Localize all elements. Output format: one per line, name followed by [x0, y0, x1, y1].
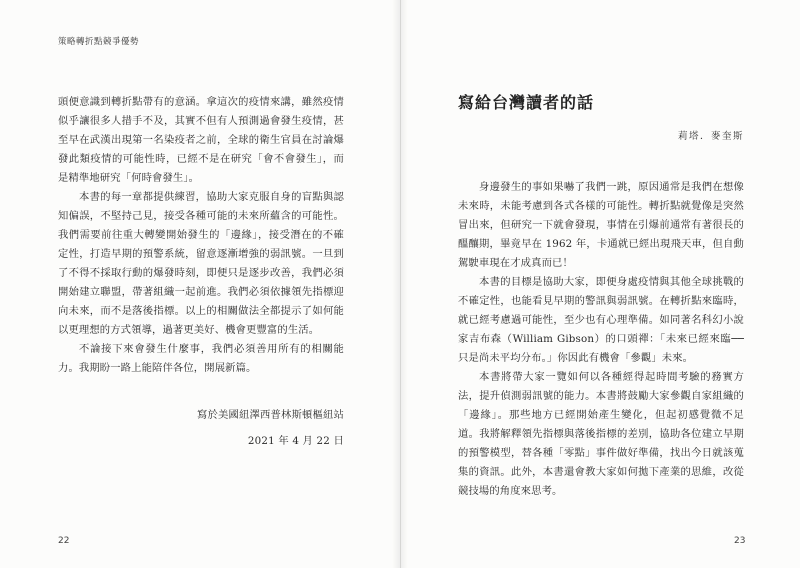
left-paragraph-1: 頭便意識到轉折點帶有的意涵。拿這次的疫情來講，雖然疫情似乎讓很多人措手不及，其實不但有人預測過會發生疫情，甚至早在武漢出現第一名染疫者之前，全球的衛生官員在討論爆發此類疫情的可能性時，已經不是在研究「會不會發生」，而是精準地研究「何時會發生」。 — [58, 96, 344, 184]
left-body-text — [58, 93, 344, 378]
right-paragraph-1: 身邊發生的事如果嚇了我們一跳，原因通常是我們在想像未來時，未能考慮到各式各樣的可能性。轉折點就覺像是突然冒出來，但研究一下就會發現，事情在引爆前通常有著很長的醞釀期，畢竟早在 1962 年，卡通就已經出現飛天車，但自動駕駛車現在才成真而已！ — [458, 181, 744, 269]
running-head: 策略轉折點競爭優勢 — [58, 37, 140, 47]
author-name: 莉塔．麥奎斯 — [677, 131, 744, 142]
signature-date: 2021 年 4 月 22 日 — [247, 435, 344, 447]
right-paragraph-2: 本書的目標是協助大家，即便身處疫情與其他全球挑戰的不確定性，也能看見早期的警訊與弱訊號。在轉折點來臨時，就已經考慮過可能性，至少也有心理準備。如同著名科幻小說家吉布森（William Gibson）的口頭禪：「未來已經來臨──只是尚未平均分布。」你因此有機會「參觀」未來。 — [458, 276, 744, 364]
right-paragraph-3: 本書將帶大家一覽如何以各種經得起時間考驗的務實方法，提升偵測弱訊號的能力。本書將鼓勵大家參觀自家組織的「邊緣」。那些地方已經開始產生變化，但起初感覺微不足道。我將解釋領先指標與落後指標的差別，協助各位建立早期的預警模型，替各種「零點」事件做好準備，找出今日就該蒐集的資訊。此外，本書還會教大家如何拋下產業的思維，改從競技場的角度來思考。 — [458, 371, 744, 497]
left-paragraph-3: 不論接下來會發生什麼事，我們必須善用所有的相關能力。我期盼一路上能陪伴各位，開展新篇。 — [58, 343, 344, 374]
chapter-title: 寫給台灣讀者的話 — [458, 93, 595, 112]
signature-place: 寫於美國紐澤西普林斯頓樞紐站 — [197, 409, 344, 421]
book-gutter — [392, 0, 408, 568]
left-paragraph-2: 本書的每一章都提供練習，協助大家克服自身的盲點與認知偏誤，不堅持己見，接受各種可能的未來所蘊含的可能性。我們需要前往重大轉變開始發生的「邊緣」，接受潛在的不確定性，打造早期的預警系統，留意逐漸增強的弱訊號。一旦到了不得不採取行動的爆發時刻，即便只是逐步改善，我們必須開始建立聯盟，帶著組織一起前進。我們必須依據領先指標迎向未來，而不是落後指標。以上的相關做法全都提示了如何能以更理想的方式領導，過著更美好、機會更豐富的生活。 — [58, 191, 344, 336]
right-body-text — [458, 178, 744, 501]
page-number-left: 22 — [58, 536, 70, 546]
page-number-right: 23 — [734, 536, 746, 546]
